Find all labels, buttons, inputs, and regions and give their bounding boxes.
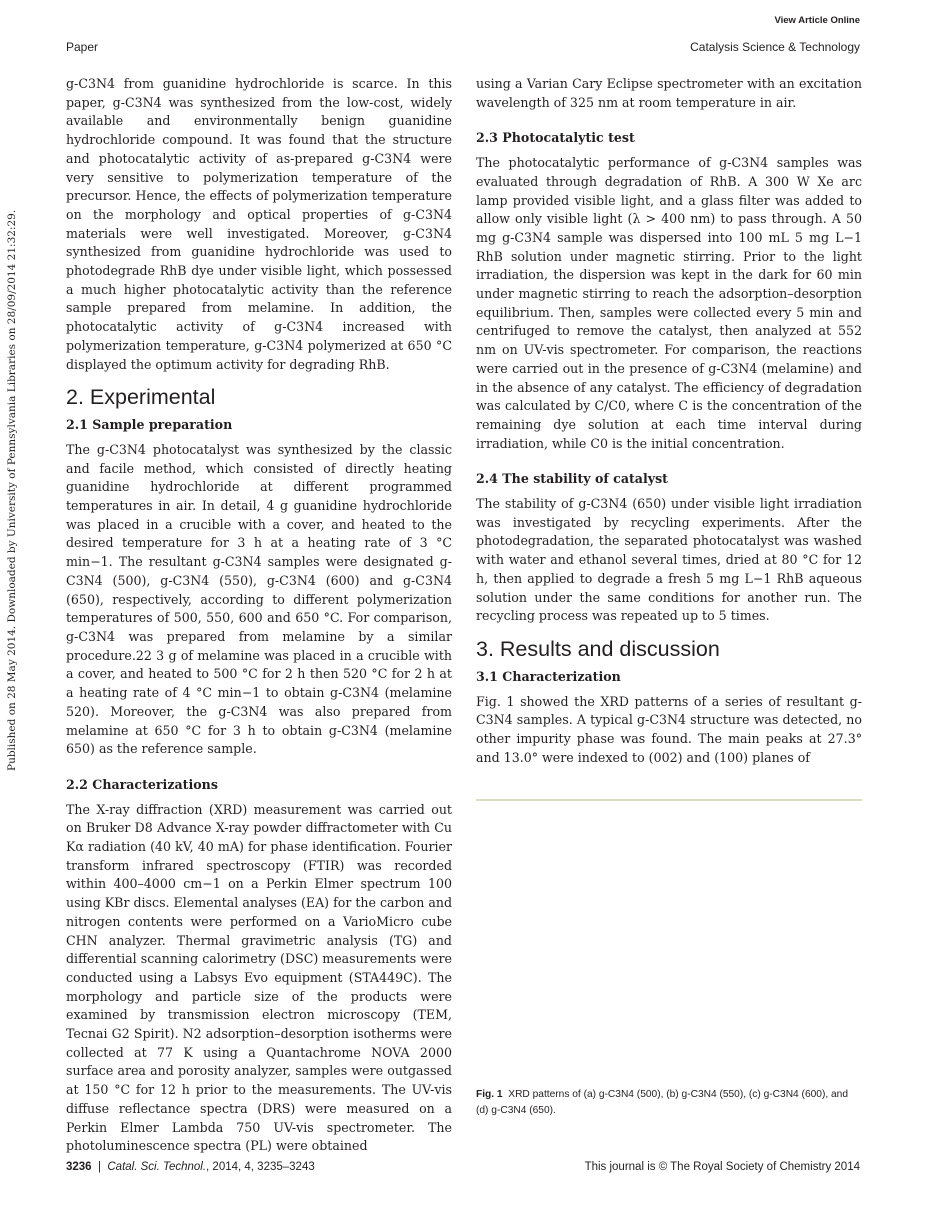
page-number: 3236 [66, 1161, 92, 1173]
characterizations-text: The X-ray diffraction (XRD) measurement was carried out on Bruker D8 Advance X-ray powder diffractometer with Cu Kα radiation (40 kV, 40 mA) for phase identification. Fourier transform infrared spectroscopy (FTIR) was recorded within 400–4000 cm−1 on a Perkin Elmer spectrum 100 using KBr discs. Elemental analyses (EA) for the carbon and nitrogen contents were performed on a VarioMicro cube CHN analyzer. Thermal gravimetric analysis (TG) and differential scanning calorimetry (DSC) measurements were conducted using a Labsys Evo equipment (STA449C). The morphology and particle size of the products were examined by transmission electron microscopy (TEM, Tecnai G2 Spirit). N2 adsorption–desorption isotherms were collected at 77 K using a Quantachrome NOVA 2000 surface area and porosity analyzer, samples were outgassed at 150 °C for 12 h prior to the measurements. The UV-vis diffuse reflectance spectra (DRS) were measured on a Perkin Elmer Lambda 750 UV-vis spectrometer. The photoluminescence spectra (PL) were obtained [66, 801, 453, 1154]
figure-1-label: Fig. 1 [476, 1089, 503, 1100]
subsection-title-sample-preparation: 2.1 Sample preparation [66, 417, 233, 433]
photocatalytic-test-text: The photocatalytic performance of g-C3N4 samples was evaluated through degradation of RhB. A 300 W Xe arc lamp provided visible light, and a glass filter was added to allow only visible light (λ > 400 nm) to pass through. A 50 mg g-C3N4 sample was dispersed into 100 mL 5 mg L−1 RhB solution under magnetic stirring. Prior to the light irradiation, the dispersion was kept in the dark for 60 min under magnetic stirring to reach the adsorption–desorption equilibrium. Then, samples were collected every 5 min and centrifuged to remove the catalyst, then analyzed at 552 nm on UV-vis spectrometer. For comparison, the reactions were carried out in the presence of g-C3N4 (melamine) and in the absence of any catalyst. The efficiency of degradation was calculated by C/C0, where C is the concentration of the remaining dye solution at each time interval during irradiation, while C0 is the initial concentration. [476, 155, 862, 451]
download-watermark-text: Published on 28 May 2014. Downloaded by University of Pennsylvania Libraries on 28/09/2014 21:32:29. [6, 209, 18, 771]
figure-1-caption-text: XRD patterns of (a) g-C3N4 (500), (b) g-C3N4 (550), (c) g-C3N4 (600), and (d) g-C3N4 (650). [476, 1089, 848, 1116]
stability-text: The stability of g-C3N4 (650) under visible light irradiation was investigated by recycling experiments. After the photodegradation, the separated photocatalyst was washed with water and ethanol several times, dried at 80 °C for 12 h, then applied to degrade a fresh 5 mg L−1 RhB aqueous solution under the same conditions for another run. The recycling process was repeated up to 5 times. [476, 496, 862, 624]
footer-copyright: This journal is © The Royal Society of Chemistry 2014 [584, 1161, 860, 1173]
characterizations-continued: using a Varian Cary Eclipse spectrometer with an excitation wavelength of 325 nm at room temperature in air. [476, 76, 862, 110]
subsection-title-characterization: 3.1 Characterization [476, 668, 621, 684]
section-title-experimental: 2. Experimental [66, 385, 216, 410]
figure-top-rule [476, 799, 862, 801]
view-article-online-link[interactable]: View Article Online [774, 15, 860, 26]
running-header-type: Paper [66, 40, 99, 54]
characterization-text: Fig. 1 showed the XRD patterns of a series of resultant g-C3N4 samples. A typical g-C3N4 structure was detected, no other impurity phase was found. The main peaks at 27.3° and 13.0° were indexed to (002) and (100) planes of [476, 693, 862, 765]
figure-1-caption [476, 1087, 862, 1119]
sample-preparation-text: The g-C3N4 photocatalyst was synthesized by the classic and facile method, which consisted of directly heating guanidine hydrochloride at different programmed temperatures in air. In detail, 4 g guanidine hydrochloride was placed in a crucible with a cover, and heated to the desired temperature for 3 h at a heating rate of 3 °C min−1. The resultant g-C3N4 samples were designated g-C3N4 (500), g-C3N4 (550), g-C3N4 (600) and g-C3N4 (650), respectively, according to different polymerization temperatures of 500, 550, 600 and 650 °C. For comparison, g-C3N4 was prepared from melamine by a similar procedure.22 3 g of melamine was placed in a crucible with a cover, and heated to 500 °C for 2 h then 520 °C for 2 h at a heating rate of 4 °C min−1 to obtain g-C3N4 (melamine 520). Moreover, the g-C3N4 was also prepared from melamine at 650 °C for 3 h to obtain g-C3N4 (melamine 650) as the reference sample. [66, 441, 452, 757]
citation-details: , 2014, 4, 3235–3243 [206, 1161, 315, 1173]
intro-paragraph: g-C3N4 from guanidine hydrochloride is scarce. In this paper, g-C3N4 was synthesized from the low-cost, widely available and environmentally benign guanidine hydrochloride compound. It was found that the structure and photocatalytic activity of as-prepared g-C3N4 were very sensitive to polymerization temperature of the precursor. Hence, the effects of polymerization temperature on the morphology and optical properties of g-C3N4 materials were well investigated. Moreover, g-C3N4 synthesized from guanidine hydrochloride was used to photodegrade RhB dye under visible light, which possessed a much higher photocatalytic activity than the reference sample prepared from melamine. In addition, the photocatalytic activity of g-C3N4 increased with polymerization temperature, g-C3N4 polymerized at 650 °C displayed the optimum activity for degrading RhB. [66, 76, 452, 372]
section-title-results: 3. Results and discussion [476, 636, 720, 661]
subsection-title-characterizations: 2.2 Characterizations [66, 776, 218, 792]
journal-abbrev: Catal. Sci. Technol. [107, 1161, 207, 1173]
figure-1-area [476, 806, 862, 1082]
footer-citation: 3236 | Catal. Sci. Technol., 2014, 4, 3235–3243 [66, 1161, 315, 1173]
subsection-title-photocatalytic-test: 2.3 Photocatalytic test [476, 130, 635, 146]
subsection-title-stability: 2.4 The stability of catalyst [476, 471, 668, 487]
right-column [476, 75, 862, 768]
left-column [66, 75, 452, 1156]
running-header-journal: Catalysis Science & Technology [690, 40, 860, 54]
